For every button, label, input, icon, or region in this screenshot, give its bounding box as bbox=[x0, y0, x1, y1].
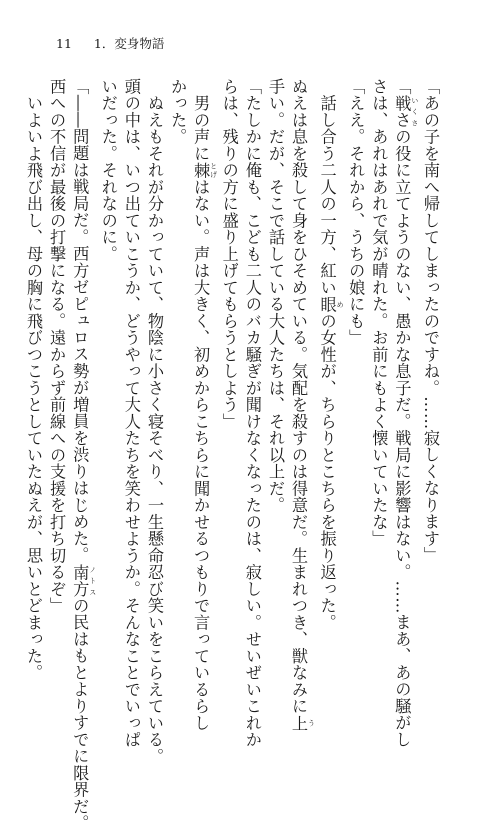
text-line: 「ええ。それから、うちの娘にも」 bbox=[346, 78, 366, 346]
text-line: いよいよ飛び出し、母の胸に飛びつこうとしていたぬえが、思いとどまった。 bbox=[24, 78, 43, 681]
chapter-title: 1．変身物語 bbox=[93, 36, 165, 51]
text-line: ぬえは息を殺して身をひそめている。気配を殺すのは得意だ。生まれつき、獣なみに上 う bbox=[289, 78, 316, 732]
furigana: 南方 ノトス bbox=[70, 563, 97, 598]
furigana: 棘 とげ bbox=[191, 161, 218, 179]
running-head bbox=[56, 36, 164, 52]
furigana: 戦さ いくさ bbox=[392, 94, 419, 129]
text-line: 「あの子を南へ帰してしまったのですね。……寂しくなります」 bbox=[421, 78, 440, 564]
furigana: 上 う bbox=[289, 714, 316, 732]
page-number: 11 bbox=[56, 36, 72, 51]
text-line: かった。 bbox=[168, 78, 188, 145]
text-line: さは、あれはあれで気が晴れた。お前にもよく懐いていたな」 bbox=[369, 78, 389, 547]
vertical-text-block bbox=[22, 78, 442, 832]
furigana: 眼 め bbox=[317, 295, 345, 313]
text-line: 男の声に棘 とげはない。声は大きく、初めからこちらに聞かせるつもりで言っているらし bbox=[191, 78, 218, 732]
text-line: いだった。それなのに。 bbox=[98, 78, 118, 263]
text-line: 西への不信が最後の打撃になる。遠からず前線への支援を打ち切るぞ」 bbox=[47, 78, 67, 614]
text-line: 頭の中は、いつ出ていこうか、どうやって大人たちを笑わせようか。そんなことでいっぱ bbox=[121, 78, 141, 748]
text-line: ぬえもそれが分かっていて、物陰に小さく寝そべり、一生懸命忍び笑いをこらえている。 bbox=[144, 78, 164, 765]
text-line: 「――問題は戦局だ。西方ゼピュロス勢が増員を渋りはじめた。南方 ノトスの民はもとよりすでに限界だ。 bbox=[70, 78, 97, 832]
text-line: 話し合う二人の一方、紅い眼 めの女性が、ちらりとこちらを振り返った。 bbox=[317, 78, 345, 631]
text-line: らは、残りの方に盛り上げてもらうとしよう」 bbox=[219, 78, 239, 430]
text-line: 「戦さ いくさの役に立てようのない、愚かな息子だ。戦局に影響はない。……まあ、あの騒がし bbox=[392, 78, 419, 748]
text-line: 手い。だが、そこで話している大人たちは、それ以上だ。 bbox=[265, 78, 285, 514]
text-line: 「たしかに俺も、こども二人のバカ騒ぎが聞けなくなったのは、寂しい。せいぜいこれか bbox=[242, 78, 262, 748]
